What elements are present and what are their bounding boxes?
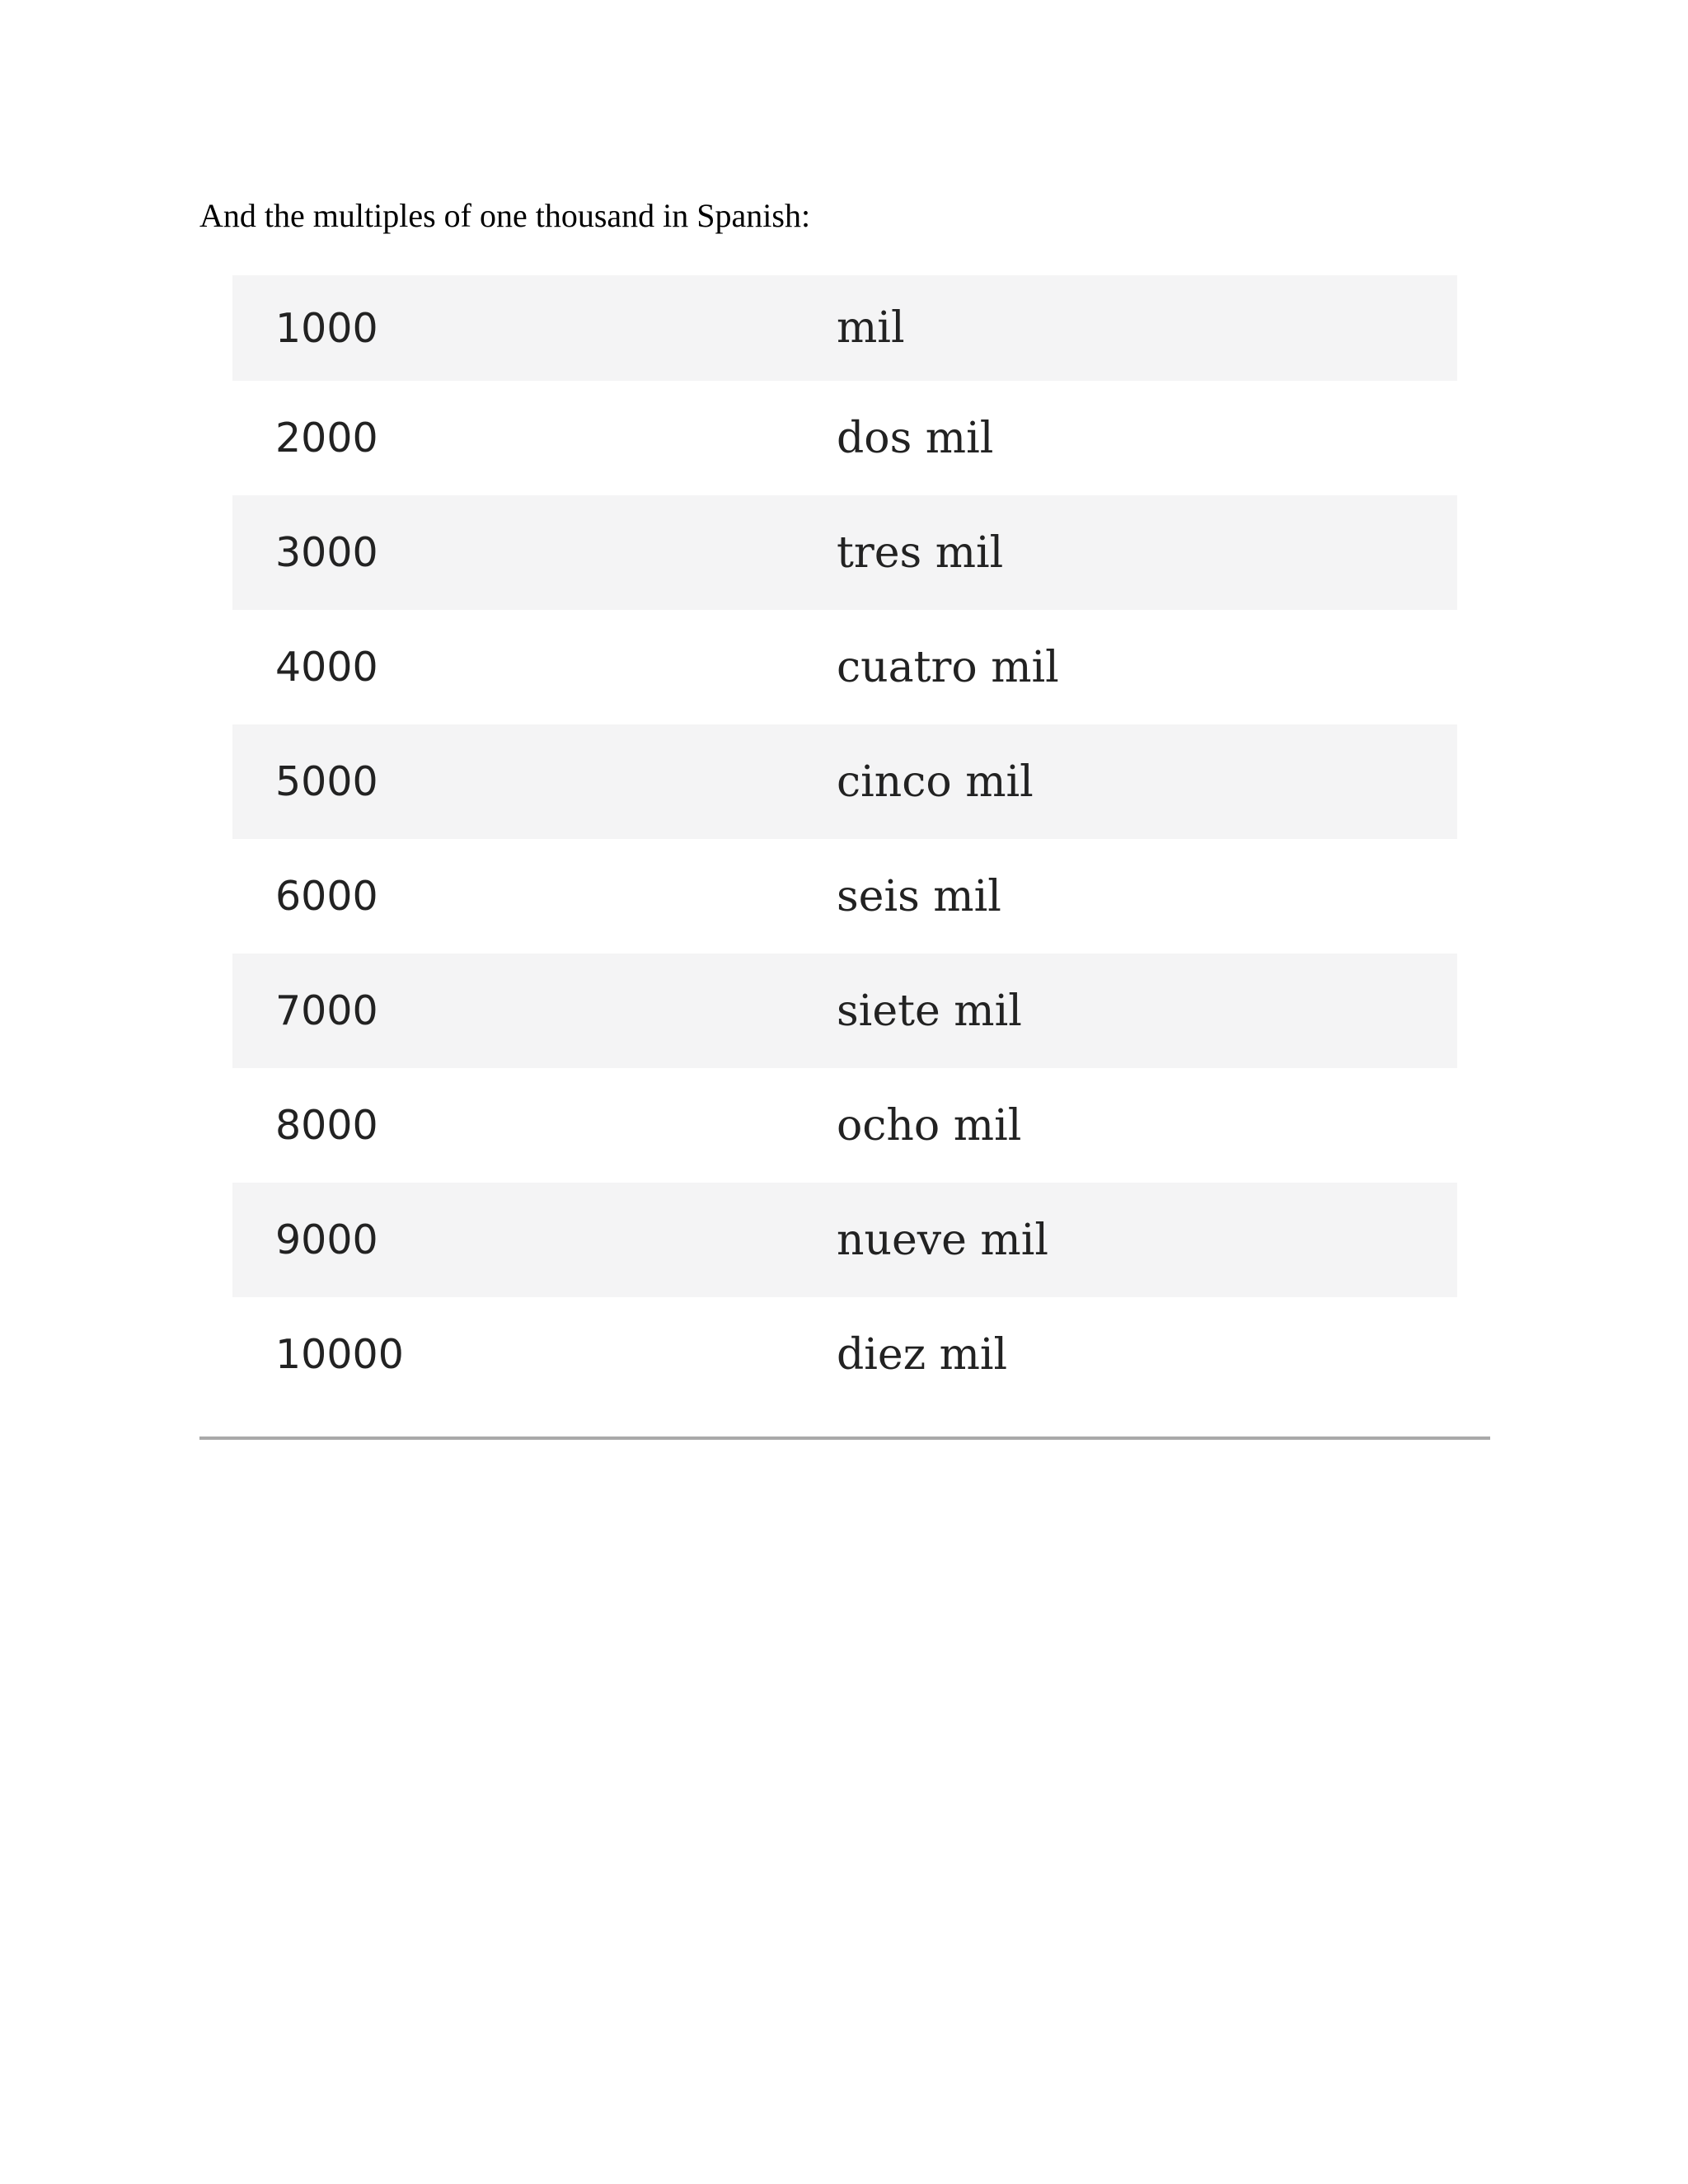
intro-paragraph: And the multiples of one thousand in Spanish: <box>199 197 811 234</box>
spanish-word-cell: tres mil <box>837 527 1004 578</box>
table-row <box>232 610 1457 724</box>
number-cell: 8000 <box>275 1102 378 1149</box>
number-cell: 10000 <box>275 1331 404 1378</box>
thousands-table-body <box>232 275 1457 1412</box>
number-cell: 6000 <box>275 873 378 920</box>
spanish-word-cell: cinco mil <box>837 757 1034 807</box>
number-cell: 5000 <box>275 758 378 805</box>
table-row <box>232 1297 1457 1412</box>
spanish-word-cell: nueve mil <box>837 1215 1049 1265</box>
table-row <box>232 839 1457 954</box>
spanish-word-cell: seis mil <box>837 871 1001 921</box>
table-row <box>232 1068 1457 1183</box>
number-cell: 9000 <box>275 1216 378 1263</box>
table-row <box>232 954 1457 1068</box>
number-cell: 7000 <box>275 987 378 1034</box>
table-row <box>232 275 1457 381</box>
horizontal-divider <box>199 1436 1490 1440</box>
number-cell: 1000 <box>275 304 378 352</box>
spanish-word-cell: mil <box>837 303 905 353</box>
spanish-word-cell: cuatro mil <box>837 642 1059 692</box>
spanish-word-cell: diez mil <box>837 1329 1008 1380</box>
number-cell: 4000 <box>275 644 378 691</box>
thousands-table <box>232 275 1457 1412</box>
spanish-word-cell: ocho mil <box>837 1100 1022 1151</box>
table-row <box>232 1183 1457 1297</box>
spanish-word-cell: siete mil <box>837 986 1022 1036</box>
table-row <box>232 495 1457 610</box>
number-cell: 2000 <box>275 415 378 462</box>
number-cell: 3000 <box>275 529 378 576</box>
table-row <box>232 724 1457 839</box>
spanish-word-cell: dos mil <box>837 413 994 463</box>
table-row <box>232 381 1457 495</box>
